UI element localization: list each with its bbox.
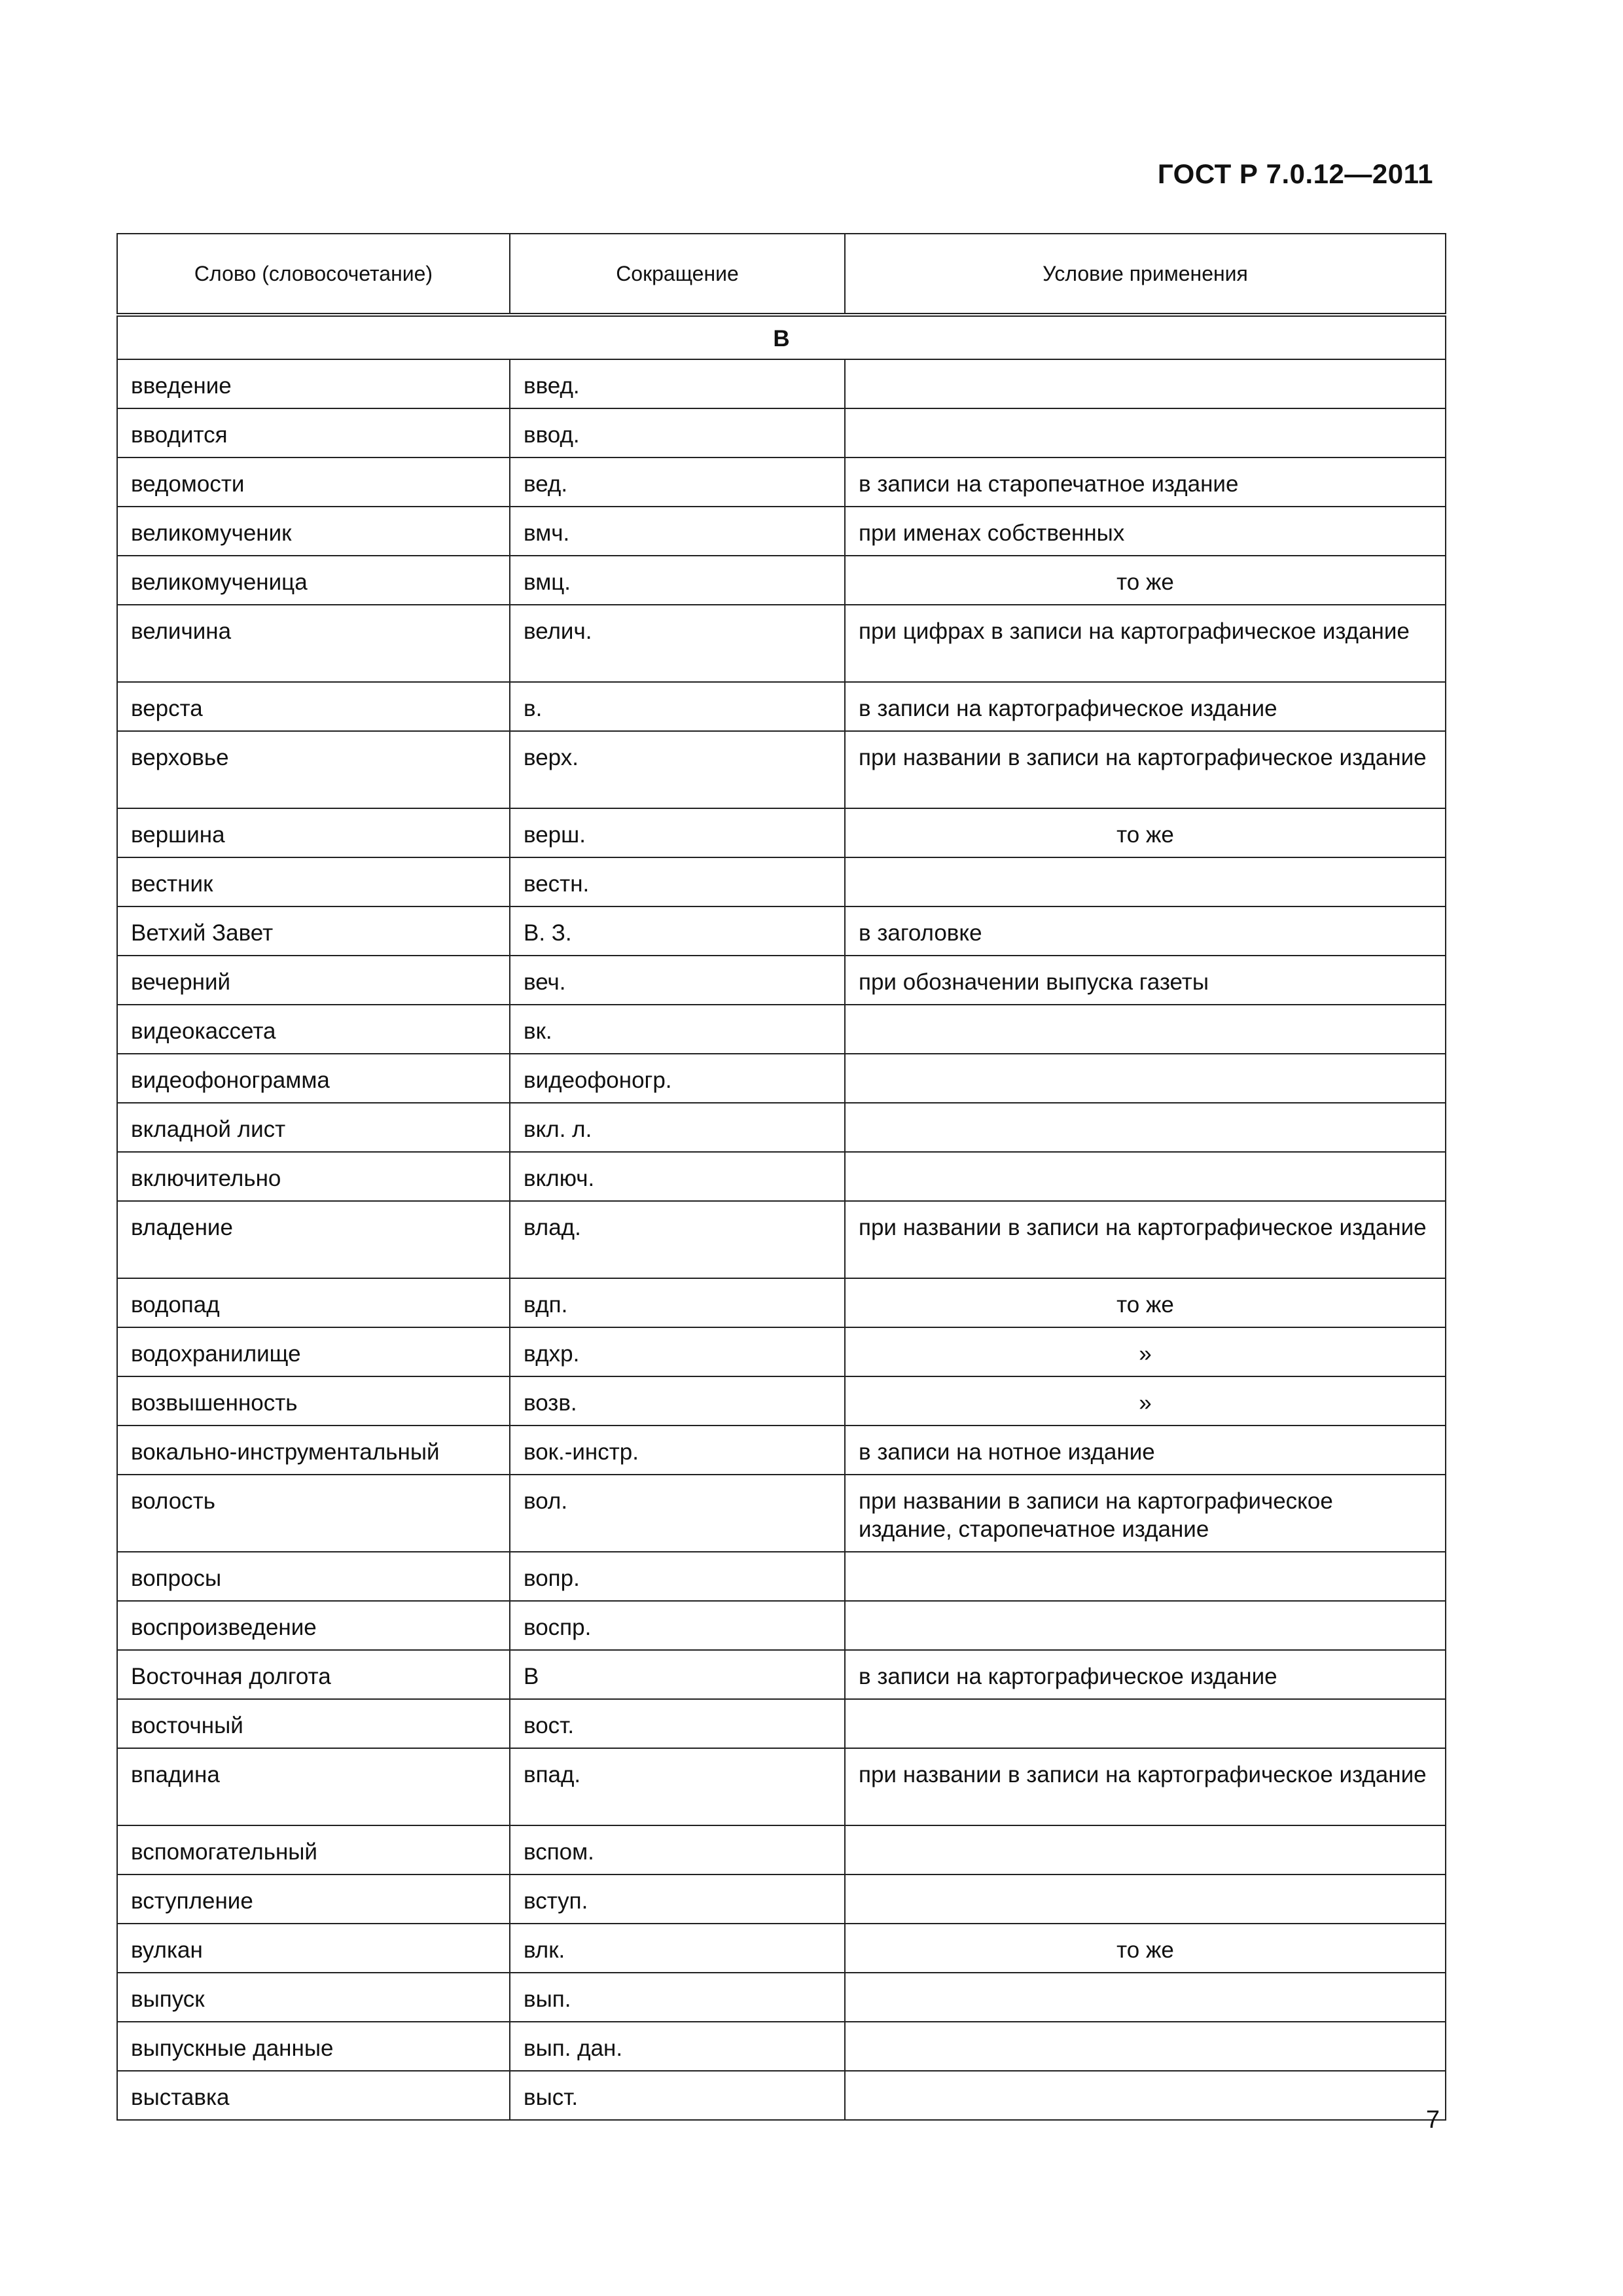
condition-cell: в записи на старопечатное издание (845, 457, 1446, 507)
abbreviation-cell: веч. (510, 956, 845, 1005)
abbreviation-cell: В. З. (510, 906, 845, 956)
abbreviation-cell: верш. (510, 808, 845, 857)
table-row (117, 682, 1446, 731)
condition-cell: в записи на картографическое издание (845, 1650, 1446, 1699)
word-cell: Восточная долгота (117, 1650, 510, 1699)
word-cell: восточный (117, 1699, 510, 1748)
abbreviation-cell: воспр. (510, 1601, 845, 1650)
table-row (117, 1152, 1446, 1201)
table-row (117, 1376, 1446, 1426)
abbreviation-cell: введ. (510, 359, 845, 408)
table-row (117, 1327, 1446, 1376)
abbreviation-cell: в. (510, 682, 845, 731)
condition-cell (845, 1054, 1446, 1103)
table-row (117, 1426, 1446, 1475)
condition-cell (845, 1825, 1446, 1874)
table-header (117, 234, 1446, 315)
table-row (117, 1552, 1446, 1601)
table-row (117, 1748, 1446, 1825)
word-cell: вступление (117, 1874, 510, 1924)
abbreviation-cell: вопр. (510, 1552, 845, 1601)
condition-cell (845, 1152, 1446, 1201)
abbreviation-cell: выст. (510, 2071, 845, 2120)
condition-cell: то же (845, 808, 1446, 857)
condition-cell: при именах собственных (845, 507, 1446, 556)
word-cell: впадина (117, 1748, 510, 1825)
table-row (117, 408, 1446, 457)
word-cell: выпуск (117, 1973, 510, 2022)
abbreviation-cell: вост. (510, 1699, 845, 1748)
abbreviation-cell: вдхр. (510, 1327, 845, 1376)
condition-cell (845, 1103, 1446, 1152)
word-cell: вводится (117, 408, 510, 457)
condition-cell: при обозначении выпуска газеты (845, 956, 1446, 1005)
section-letter: В (117, 315, 1446, 359)
condition-cell (845, 408, 1446, 457)
table-row (117, 808, 1446, 857)
condition-cell: то же (845, 1924, 1446, 1973)
abbreviation-cell: велич. (510, 605, 845, 682)
condition-cell: при названии в записи на картографическое издание (845, 1748, 1446, 1825)
word-cell: верховье (117, 731, 510, 808)
condition-cell (845, 1874, 1446, 1924)
word-cell: вершина (117, 808, 510, 857)
table-row (117, 906, 1446, 956)
condition-cell (845, 1005, 1446, 1054)
condition-cell (845, 1601, 1446, 1650)
word-cell: включительно (117, 1152, 510, 1201)
word-cell: величина (117, 605, 510, 682)
word-cell: вечерний (117, 956, 510, 1005)
table-row (117, 457, 1446, 507)
table-row (117, 1005, 1446, 1054)
table-row (117, 1699, 1446, 1748)
section-letter-row (117, 315, 1446, 359)
table-row (117, 1054, 1446, 1103)
word-cell: водопад (117, 1278, 510, 1327)
table-row (117, 1874, 1446, 1924)
condition-cell: » (845, 1376, 1446, 1426)
abbreviation-cell: В (510, 1650, 845, 1699)
table-row (117, 359, 1446, 408)
word-cell: воспроизведение (117, 1601, 510, 1650)
condition-cell: в записи на картографическое издание (845, 682, 1446, 731)
word-cell: волость (117, 1475, 510, 1552)
table-row (117, 1650, 1446, 1699)
column-header-condition: Условие применения (845, 234, 1446, 315)
table-body (117, 315, 1446, 2120)
condition-cell (845, 1699, 1446, 1748)
table-row (117, 1825, 1446, 1874)
abbreviation-cell: включ. (510, 1152, 845, 1201)
abbreviation-cell: влад. (510, 1201, 845, 1278)
table-row (117, 507, 1446, 556)
abbreviation-cell: вмц. (510, 556, 845, 605)
word-cell: великомученица (117, 556, 510, 605)
table-row (117, 2022, 1446, 2071)
condition-cell: » (845, 1327, 1446, 1376)
abbreviation-cell: вдп. (510, 1278, 845, 1327)
word-cell: возвышенность (117, 1376, 510, 1426)
abbreviation-cell: вок.-инстр. (510, 1426, 845, 1475)
table-row (117, 1278, 1446, 1327)
condition-cell: при цифрах в записи на картографическое издание (845, 605, 1446, 682)
abbreviation-cell: впад. (510, 1748, 845, 1825)
condition-cell: то же (845, 556, 1446, 605)
condition-cell: в записи на нотное издание (845, 1426, 1446, 1475)
abbreviation-cell: верх. (510, 731, 845, 808)
table-row (117, 1475, 1446, 1552)
word-cell: выпускные данные (117, 2022, 510, 2071)
table-row (117, 1973, 1446, 2022)
condition-cell: в заголовке (845, 906, 1446, 956)
abbreviation-cell: вмч. (510, 507, 845, 556)
abbreviation-cell: вкл. л. (510, 1103, 845, 1152)
condition-cell (845, 1973, 1446, 2022)
abbreviation-cell: видеофоногр. (510, 1054, 845, 1103)
condition-cell (845, 1552, 1446, 1601)
abbreviation-cell: вып. (510, 1973, 845, 2022)
abbreviation-cell: ввод. (510, 408, 845, 457)
condition-cell (845, 2022, 1446, 2071)
table-row (117, 731, 1446, 808)
word-cell: вестник (117, 857, 510, 906)
condition-cell: при названии в записи на картографическое издание, старопечатное издание (845, 1475, 1446, 1552)
abbreviation-cell: влк. (510, 1924, 845, 1973)
word-cell: Ветхий Завет (117, 906, 510, 956)
abbreviation-cell: вступ. (510, 1874, 845, 1924)
table-row (117, 956, 1446, 1005)
word-cell: введение (117, 359, 510, 408)
word-cell: вулкан (117, 1924, 510, 1973)
word-cell: выставка (117, 2071, 510, 2120)
abbreviation-cell: вол. (510, 1475, 845, 1552)
word-cell: вспомогательный (117, 1825, 510, 1874)
condition-cell (845, 359, 1446, 408)
word-cell: верста (117, 682, 510, 731)
table-row (117, 556, 1446, 605)
table-row (117, 1103, 1446, 1152)
word-cell: видеофонограмма (117, 1054, 510, 1103)
table-row (117, 1201, 1446, 1278)
page-number: 7 (1425, 2106, 1440, 2134)
table-row (117, 605, 1446, 682)
word-cell: видеокассета (117, 1005, 510, 1054)
word-cell: вокально-инструментальный (117, 1426, 510, 1475)
word-cell: великомученик (117, 507, 510, 556)
table-header-row (117, 234, 1446, 315)
abbreviation-cell: вестн. (510, 857, 845, 906)
abbreviation-cell: возв. (510, 1376, 845, 1426)
condition-cell: то же (845, 1278, 1446, 1327)
condition-cell (845, 857, 1446, 906)
word-cell: вопросы (117, 1552, 510, 1601)
table-row (117, 1924, 1446, 1973)
table-row (117, 857, 1446, 906)
abbreviations-table (116, 233, 1446, 2121)
condition-cell: при названии в записи на картографическое издание (845, 731, 1446, 808)
document-id-header: ГОСТ Р 7.0.12—2011 (1157, 158, 1433, 189)
abbreviation-cell: вед. (510, 457, 845, 507)
abbreviation-cell: вк. (510, 1005, 845, 1054)
abbreviation-cell: вспом. (510, 1825, 845, 1874)
word-cell: владение (117, 1201, 510, 1278)
word-cell: водохранилище (117, 1327, 510, 1376)
condition-cell: при названии в записи на картографическое издание (845, 1201, 1446, 1278)
word-cell: ведомости (117, 457, 510, 507)
column-header-word: Слово (словосочетание) (117, 234, 510, 315)
column-header-abbreviation: Сокращение (510, 234, 845, 315)
abbreviation-cell: вып. дан. (510, 2022, 845, 2071)
table-row (117, 1601, 1446, 1650)
word-cell: вкладной лист (117, 1103, 510, 1152)
